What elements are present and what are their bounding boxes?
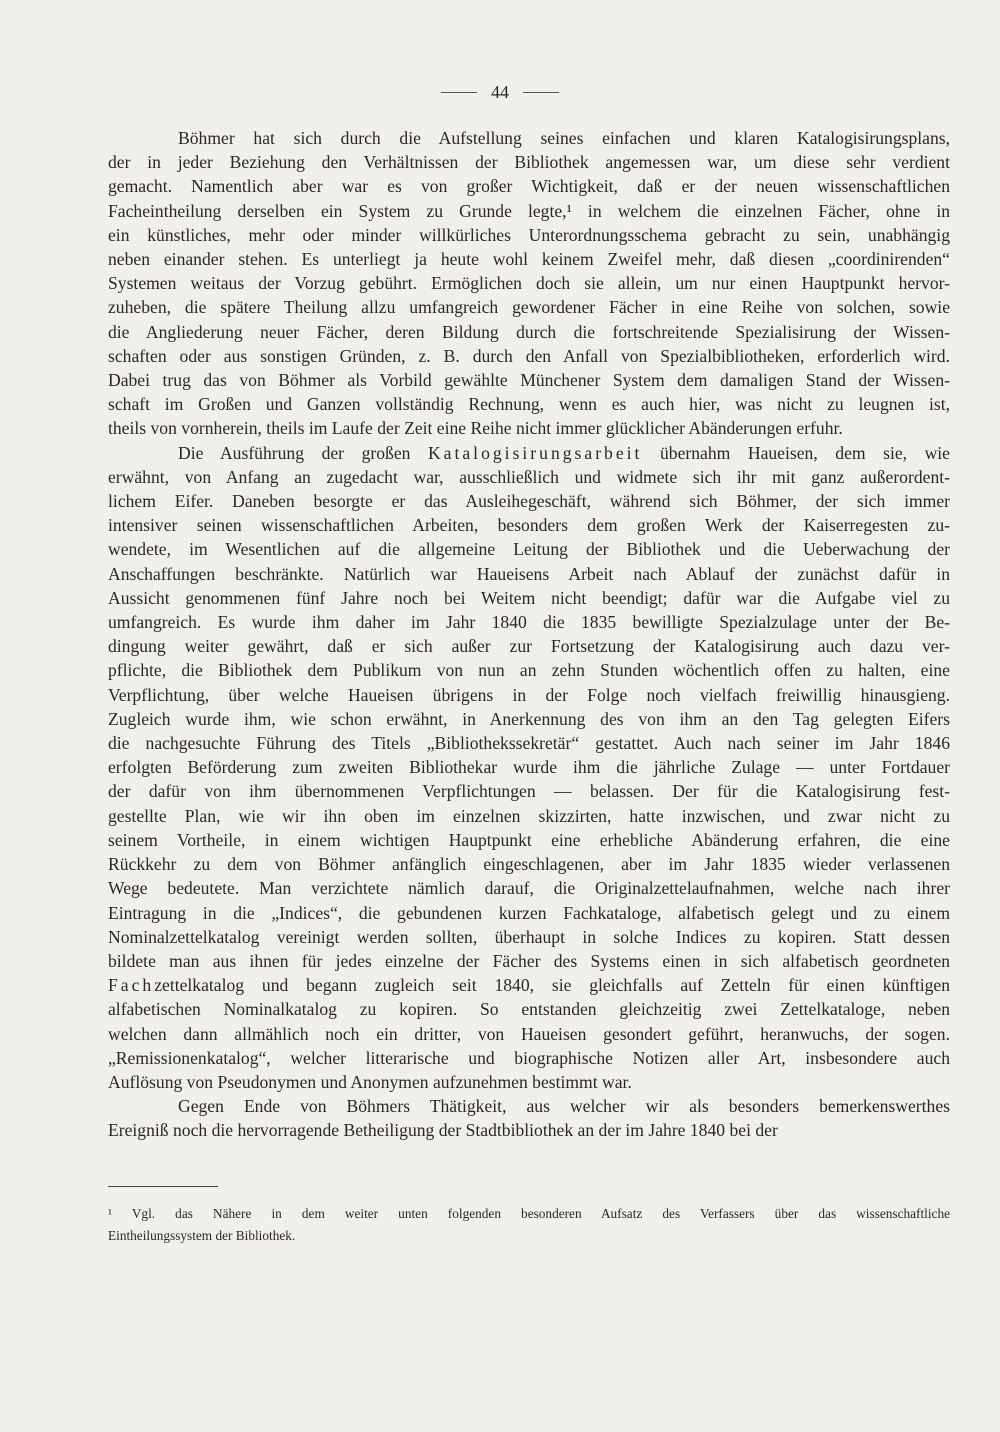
text-line: seinem Vortheile, in einem wichtigen Hauptpunkt eine erhebliche Abänderung erfahren, die eine: [108, 829, 950, 850]
text-line: Systemen weitaus der Vorzug gebührt. Ermöglichen doch sie allein, um nur einen Hauptpunkt hervor-: [108, 273, 950, 294]
text-line: Anschaffungen beschränkte. Natürlich war Haueisens Arbeit nach Ablauf der zunächst dafür in: [108, 563, 950, 584]
page-header: [0, 82, 1000, 103]
text-line: Böhmer hat sich durch die Aufstellung seines einfachen und klaren Katalogisirungsplans,: [178, 128, 950, 148]
body-text: [108, 126, 950, 1143]
text-line: Auflösung von Pseudonymen und Anonymen aufzunehmen bestimmt war.: [108, 1071, 632, 1092]
text-line: ein künstliches, mehr oder minder willkürliches Unterordnungsschema gebracht zu sein, unabhängig: [108, 224, 950, 245]
text-line: Gegen Ende von Böhmers Thätigkeit, aus welcher wir als besonders bemerkenswerthes: [178, 1096, 950, 1117]
header-rule-left: [441, 92, 477, 93]
text-line: Verpflichtung, über welche Haueisen übrigens in der Folge noch vielfach freiwillig hinausgieng.: [108, 684, 950, 705]
text-line: dingung weiter gewährt, daß er sich außer zur Fortsetzung der Katalogisirung auch dazu ver-: [108, 636, 950, 657]
text-line: Die Ausführung der großen Katalogisirungsarbeit übernahm Haueisen, dem sie, wie: [178, 442, 950, 463]
footnote-line: ¹ Vgl. das Nähere in dem weiter unten folgenden besonderen Aufsatz des Verfassers über das wissenschaftliche: [108, 1206, 950, 1221]
text-line: gestellte Plan, wie wir ihn oben im einzelnen skizzirten, hatte inzwischen, und zwar nicht zu: [108, 805, 950, 826]
header-rule-right: [523, 92, 559, 93]
text-line: der in jeder Beziehung den Verhältnissen der Bibliothek angemessen war, um diese sehr verdient: [108, 152, 950, 173]
emphasised-word: Katalogisirungsarbeit: [427, 442, 643, 463]
text-line: Fachzettelkatalog und begann zugleich seit 1840, sie gleichfalls auf Zetteln für einen künftigen: [108, 975, 950, 996]
text-line: der dafür von ihm übernommenen Verpflichtungen — belassen. Der für die Katalogisirung fest-: [108, 781, 950, 802]
text-line: Ereigniß noch die hervorragende Betheiligung der Stadtbibliothek an der im Jahre 1840 bei der: [108, 1120, 778, 1141]
text-line: Dabei trug das von Böhmer als Vorbild gewählte Münchener System dem damaligen Stand der Wissen-: [108, 370, 950, 391]
text-line: Wege bedeutete. Man verzichtete nämlich darauf, die Originalzettelaufnahmen, welche nach ihrer: [108, 878, 950, 899]
text-line: pflichte, die Bibliothek dem Publikum von nun an zehn Stunden wöchentlich offen zu halten, eine: [108, 660, 950, 681]
footnote-separator: [108, 1186, 218, 1187]
text-line: die nachgesuchte Führung des Titels „Bibliothekssekretär“ gestattet. Auch nach seiner im Jahr 1846: [108, 733, 950, 754]
text-line: bildete man aus ihnen für jedes einzelne der Fächer des Systems einen in sich alfabetisch geordneten: [108, 950, 950, 971]
text-line: schaft im Großen und Ganzen vollständig Rechnung, wenn es auch hier, was nicht zu leugnen ist,: [108, 394, 950, 415]
text-line: gemacht. Namentlich aber war es von großer Wichtigkeit, daß er der neuen wissenschaftlichen: [108, 176, 950, 197]
text-line: zuheben, die spätere Theilung allzu umfangreich gewordener Fächer in eine Reihe von solchen, sowie: [108, 297, 950, 318]
text-line: intensiver seinen wissenschaftlichen Arbeiten, besonders dem großen Werk der Kaiserregesten zu-: [108, 515, 950, 536]
text-line: „Remissionenkatalog“, welcher litterarische und biographische Notizen aller Art, insbesondere auch: [108, 1047, 950, 1068]
text-line: Facheintheilung derselben ein System zu Grunde legte,¹ in welchem die einzelnen Fächer, ohne in: [108, 200, 950, 221]
text-line: Nominalzettelkatalog vereinigt werden sollten, überhaupt in solche Indices zu kopiren. Statt dessen: [108, 926, 950, 947]
text-line: erfolgten Beförderung zum zweiten Bibliothekar wurde ihm die jährliche Zulage — unter Fortdauer: [108, 757, 950, 778]
text-line: erwähnt, von Anfang an zugedacht war, ausschließlich und widmete sich ihr mit ganz außerordent-: [108, 466, 950, 487]
text-line: neben einander stehen. Es unterliegt ja heute wohl keinem Zweifel mehr, daß diesen „coordinirenden“: [108, 249, 950, 270]
footnote-line: Eintheilungssystem der Bibliothek.: [108, 1228, 296, 1243]
text-line: umfangreich. Es wurde ihm daher im Jahr 1840 die 1835 bewilligte Spezialzulage unter der Be-: [108, 612, 950, 633]
text-line: Eintragung in die „Indices“, die gebundenen kurzen Fachkataloge, alfabetisch gelegt und zu einem: [108, 902, 950, 923]
text-line: wendete, im Wesentlichen auf die allgemeine Leitung der Bibliothek und die Ueberwachung der: [108, 539, 950, 560]
text-line: lichem Eifer. Daneben besorgte er das Ausleihegeschäft, während sich Böhmer, der sich immer: [108, 491, 950, 512]
emphasised-word: Fach: [108, 975, 155, 996]
text-line: schaften oder aus sonstigen Gründen, z. B. durch den Anfall von Spezialbibliotheken, erforderlich wird.: [108, 345, 950, 366]
text-line: Aussicht genommenen fünf Jahre noch bei Weitem nicht beendigt; dafür war die Aufgabe viel zu: [108, 587, 950, 608]
text-line: welchen dann allmählich noch ein dritter, von Haueisen gesondert geführt, heranwuchs, der sogen.: [108, 1023, 950, 1044]
page-number: 44: [491, 82, 509, 102]
text-line: die Angliederung neuer Fächer, deren Bildung durch die fortschreitende Spezialisirung der Wissen-: [108, 321, 950, 342]
text-line: Rückkehr zu dem von Böhmer anfänglich eingeschlagenen, aber im Jahr 1835 wieder verlassenen: [108, 854, 950, 875]
text-line: alfabetischen Nominalkatalog zu kopiren. So entstanden gleichzeitig zwei Zettelkataloge, neben: [108, 999, 950, 1020]
footnote: [108, 1203, 950, 1247]
text-line: theils von vornherein, theils im Laufe der Zeit eine Reihe nicht immer glücklicher Abänderungen erfuhr.: [108, 418, 843, 439]
text-line: Zugleich wurde ihm, wie schon erwähnt, in Anerkennung des von ihm an den Tag gelegten Eifers: [108, 708, 950, 729]
